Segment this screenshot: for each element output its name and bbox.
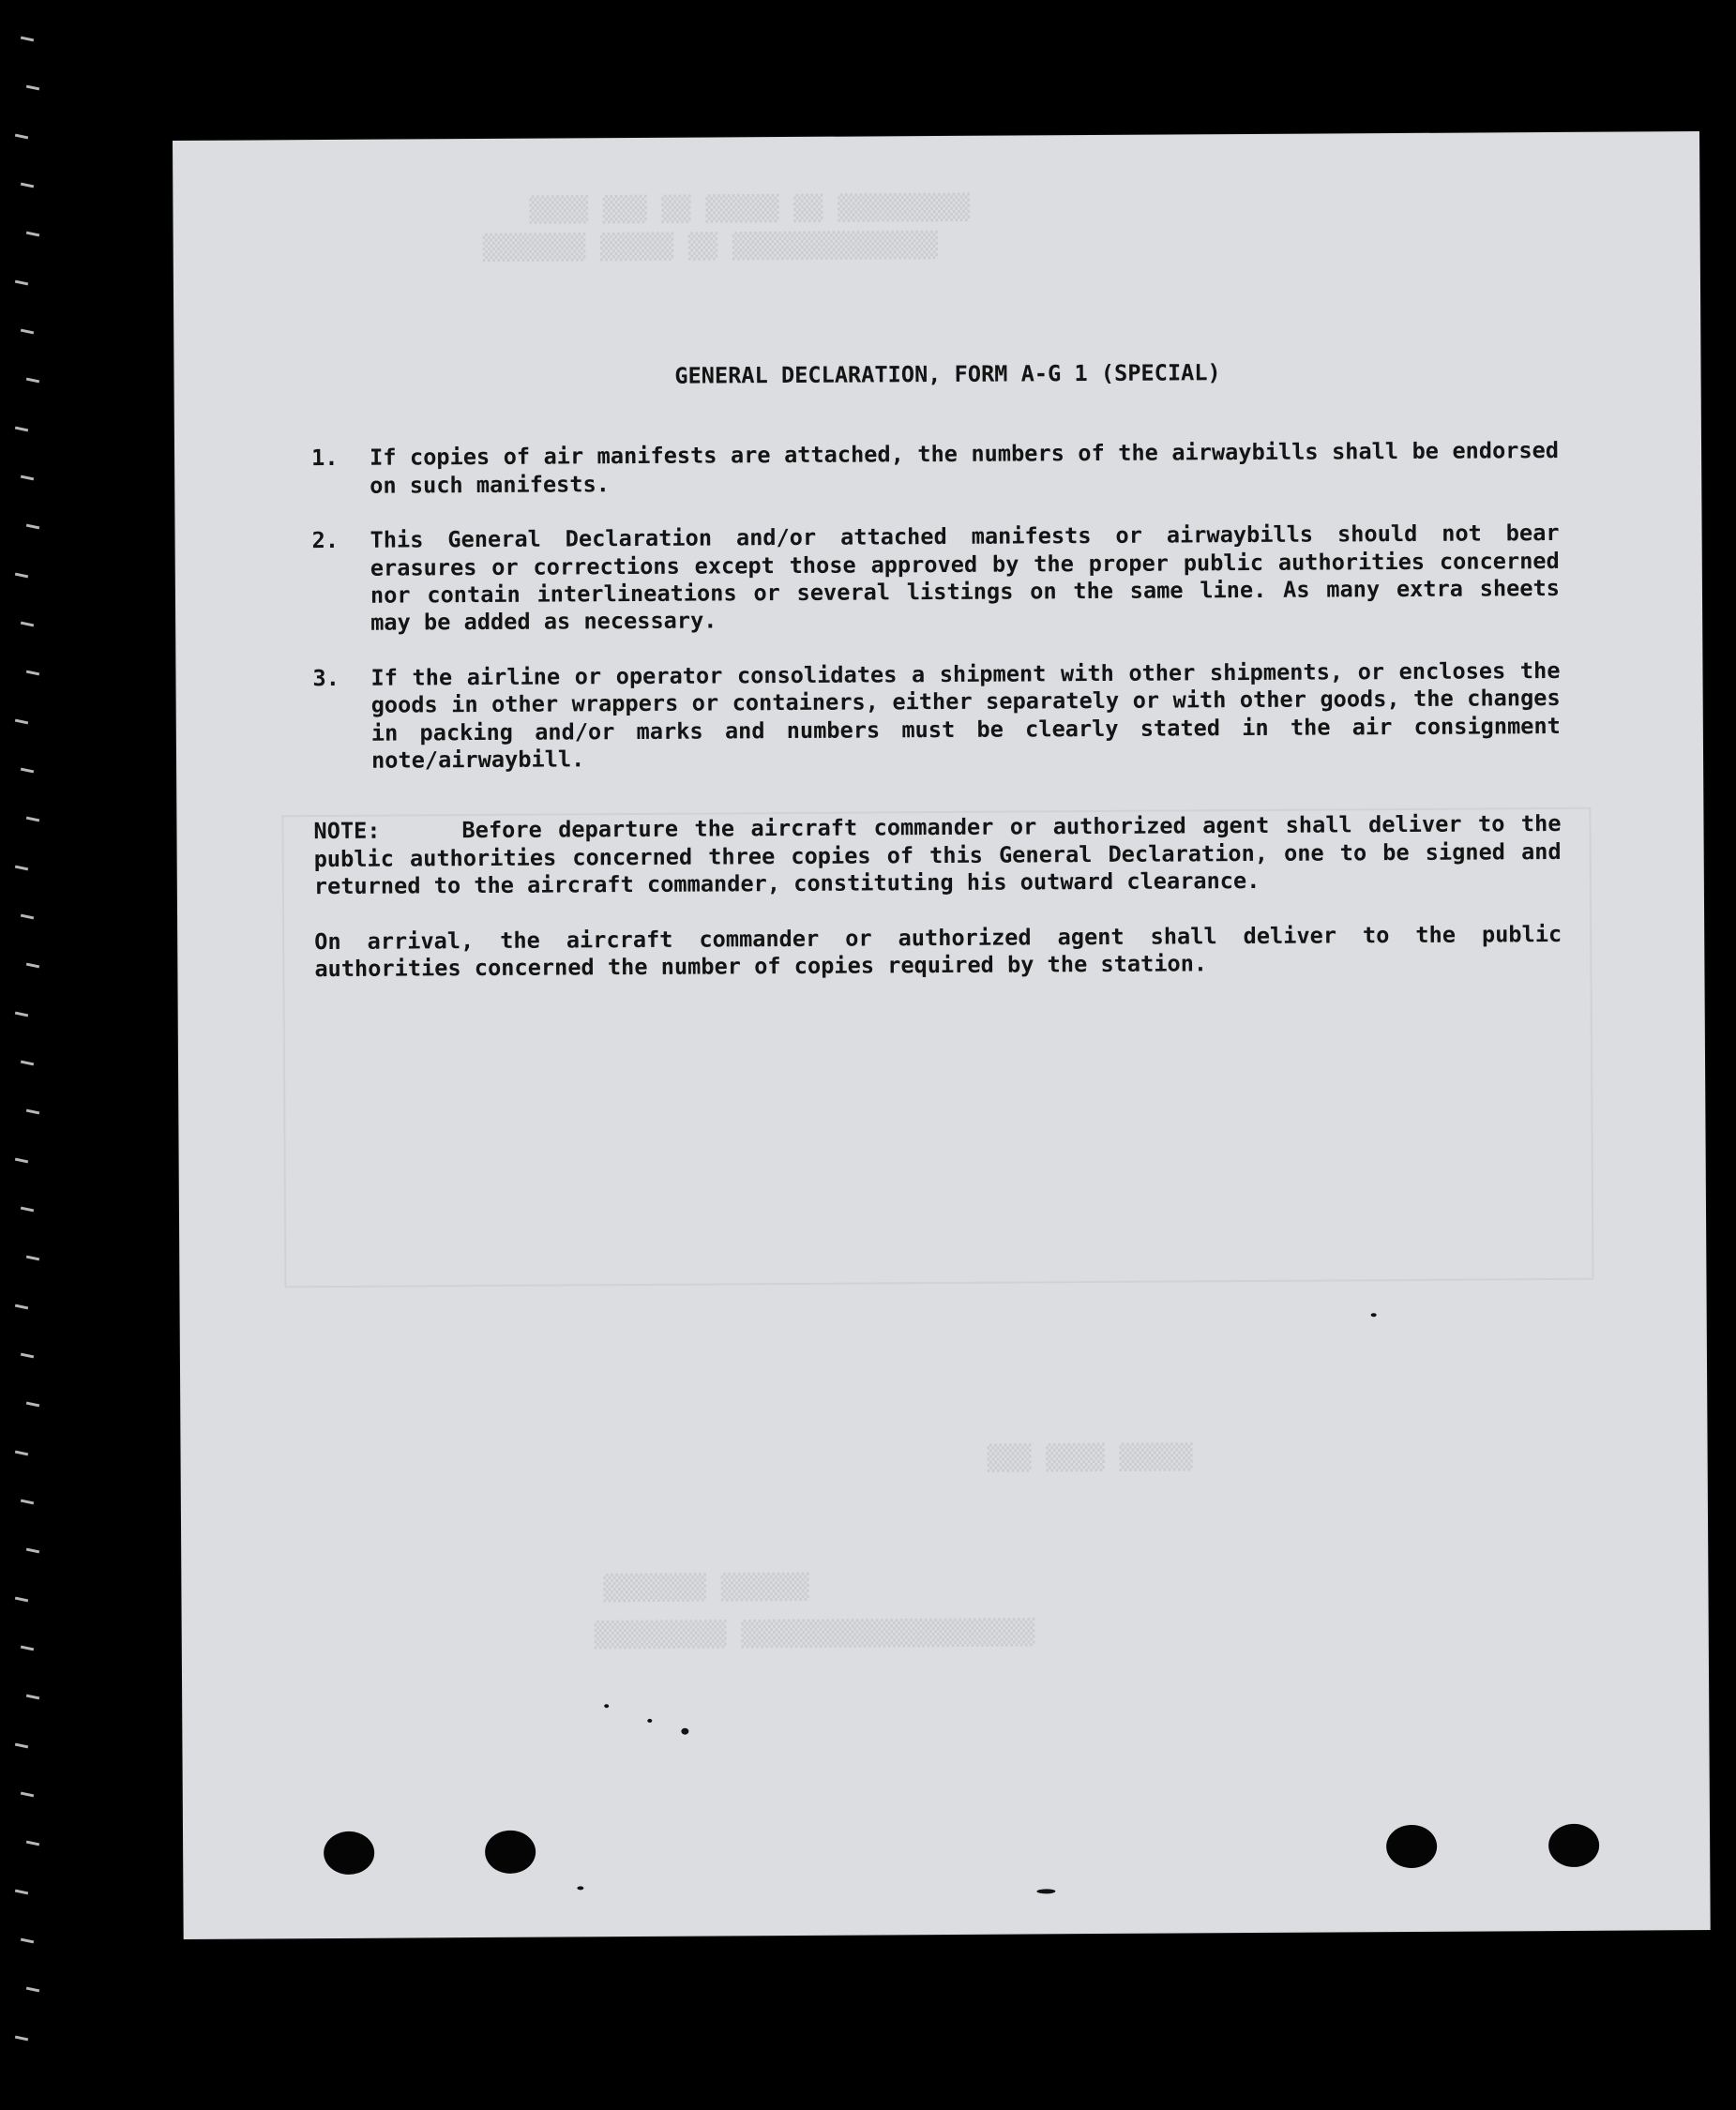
list-item <box>311 437 1559 500</box>
film-mark <box>21 1646 34 1651</box>
item-text: If the airline or operator consolidates a shipment with other shipments, or encloses the goods in other wrappers or containers, either separately or with other goods, the changes in packing and/or marks and numbers must be clearly stated in the air consignment note/airwaybill. <box>370 656 1561 774</box>
bleed-through-text: ▒▒▒ ▒▒▒▒ ▒▒▒▒▒ <box>987 1441 1193 1471</box>
arrival-paragraph: On arrival, the aircraft commander or authorized agent shall deliver to the public authorities concerned the number of copies required by the station. <box>314 920 1562 983</box>
film-mark <box>21 1061 34 1066</box>
film-mark <box>15 280 28 286</box>
list-item <box>312 520 1561 638</box>
film-mark <box>21 914 34 920</box>
film-mark <box>15 1304 28 1310</box>
list-item <box>312 657 1561 776</box>
film-mark <box>26 817 39 822</box>
film-mark <box>21 1500 34 1505</box>
scan-speck <box>1036 1889 1055 1893</box>
film-mark <box>21 329 34 335</box>
film-mark <box>26 378 39 384</box>
bleed-through-text: ▒▒▒▒▒▒▒ ▒▒▒▒▒ ▒▒ ▒▒▒▒▒▒▒▒▒▒▒▒▒▒ <box>482 230 939 261</box>
declaration-body <box>310 357 1562 984</box>
film-mark <box>26 1548 39 1554</box>
film-mark <box>15 1012 28 1017</box>
note-text: Before departure the aircraft commander or authorized agent shall deliver to the public authorities concerned three copies of this General Declaration, one to be signed and returned to the aircraft commander, constituting his outward clearance. <box>313 810 1562 900</box>
film-mark <box>26 671 39 676</box>
film-mark <box>15 719 28 725</box>
scan-speck <box>1371 1313 1377 1317</box>
film-mark <box>26 963 39 969</box>
film-mark <box>21 1353 34 1359</box>
film-mark <box>15 573 28 579</box>
film-mark <box>21 622 34 627</box>
item-text: This General Declaration and/or attached manifests or airwaybills should not bear erasures or corrections except those approved by the proper public authorities concerned nor contain interlineations or several listings on the same line. As many extra sheets may be added as necessary. <box>370 520 1561 637</box>
bleed-through-text: ▒▒▒▒▒▒▒ ▒▒▒▒▒▒ <box>603 1571 809 1602</box>
item-number: 3. <box>312 664 340 691</box>
film-mark <box>15 134 28 140</box>
punch-hole <box>1548 1824 1599 1867</box>
punch-hole <box>324 1831 374 1875</box>
note-label: NOTE: <box>313 818 381 845</box>
film-mark <box>21 475 34 481</box>
scan-speck <box>681 1728 688 1735</box>
film-mark <box>26 1695 39 1700</box>
film-mark <box>15 427 28 432</box>
punch-hole <box>485 1831 536 1874</box>
film-mark <box>26 232 39 237</box>
scan-speck <box>647 1719 652 1723</box>
item-text: If copies of air manifests are attached, the numbers of the airwaybills shall be endorsed on such manifests. <box>369 437 1560 499</box>
item-number: 2. <box>311 527 340 554</box>
film-mark <box>26 1109 39 1115</box>
page-title: GENERAL DECLARATION, FORM A-G 1 (SPECIAL) <box>674 359 1221 389</box>
film-mark <box>15 1743 28 1749</box>
film-mark <box>26 1256 39 1261</box>
bleed-through-text: ▒▒▒▒▒▒▒▒▒ ▒▒▒▒▒▒▒▒▒▒▒▒▒▒▒▒▒▒▒▒ <box>594 1617 1035 1649</box>
film-mark <box>26 1402 39 1408</box>
film-mark <box>15 1158 28 1164</box>
film-mark <box>15 1597 28 1603</box>
film-mark <box>21 1207 34 1213</box>
scan-speck <box>604 1704 609 1708</box>
film-mark <box>26 85 39 91</box>
scan-speck <box>577 1886 583 1890</box>
film-mark <box>26 1841 39 1846</box>
bleed-through-text: ▒▒▒▒ ▒▒▒ ▒▒ ▒▒▒▒▒ ▒▒ ▒▒▒▒▒▒▒▒▒ <box>529 191 971 223</box>
film-mark <box>15 866 28 871</box>
film-mark <box>26 1987 39 1993</box>
film-mark <box>26 524 39 530</box>
punch-hole <box>1386 1825 1437 1868</box>
film-mark <box>15 2036 28 2042</box>
film-mark <box>21 768 34 774</box>
item-number: 1. <box>310 445 339 472</box>
film-mark <box>21 1938 34 1944</box>
film-mark <box>21 183 34 188</box>
film-mark <box>15 1890 28 1895</box>
note-paragraph <box>313 810 1562 900</box>
document-sheet <box>173 131 1711 1939</box>
film-mark <box>15 1451 28 1456</box>
film-mark <box>21 37 34 42</box>
film-mark <box>21 1792 34 1798</box>
